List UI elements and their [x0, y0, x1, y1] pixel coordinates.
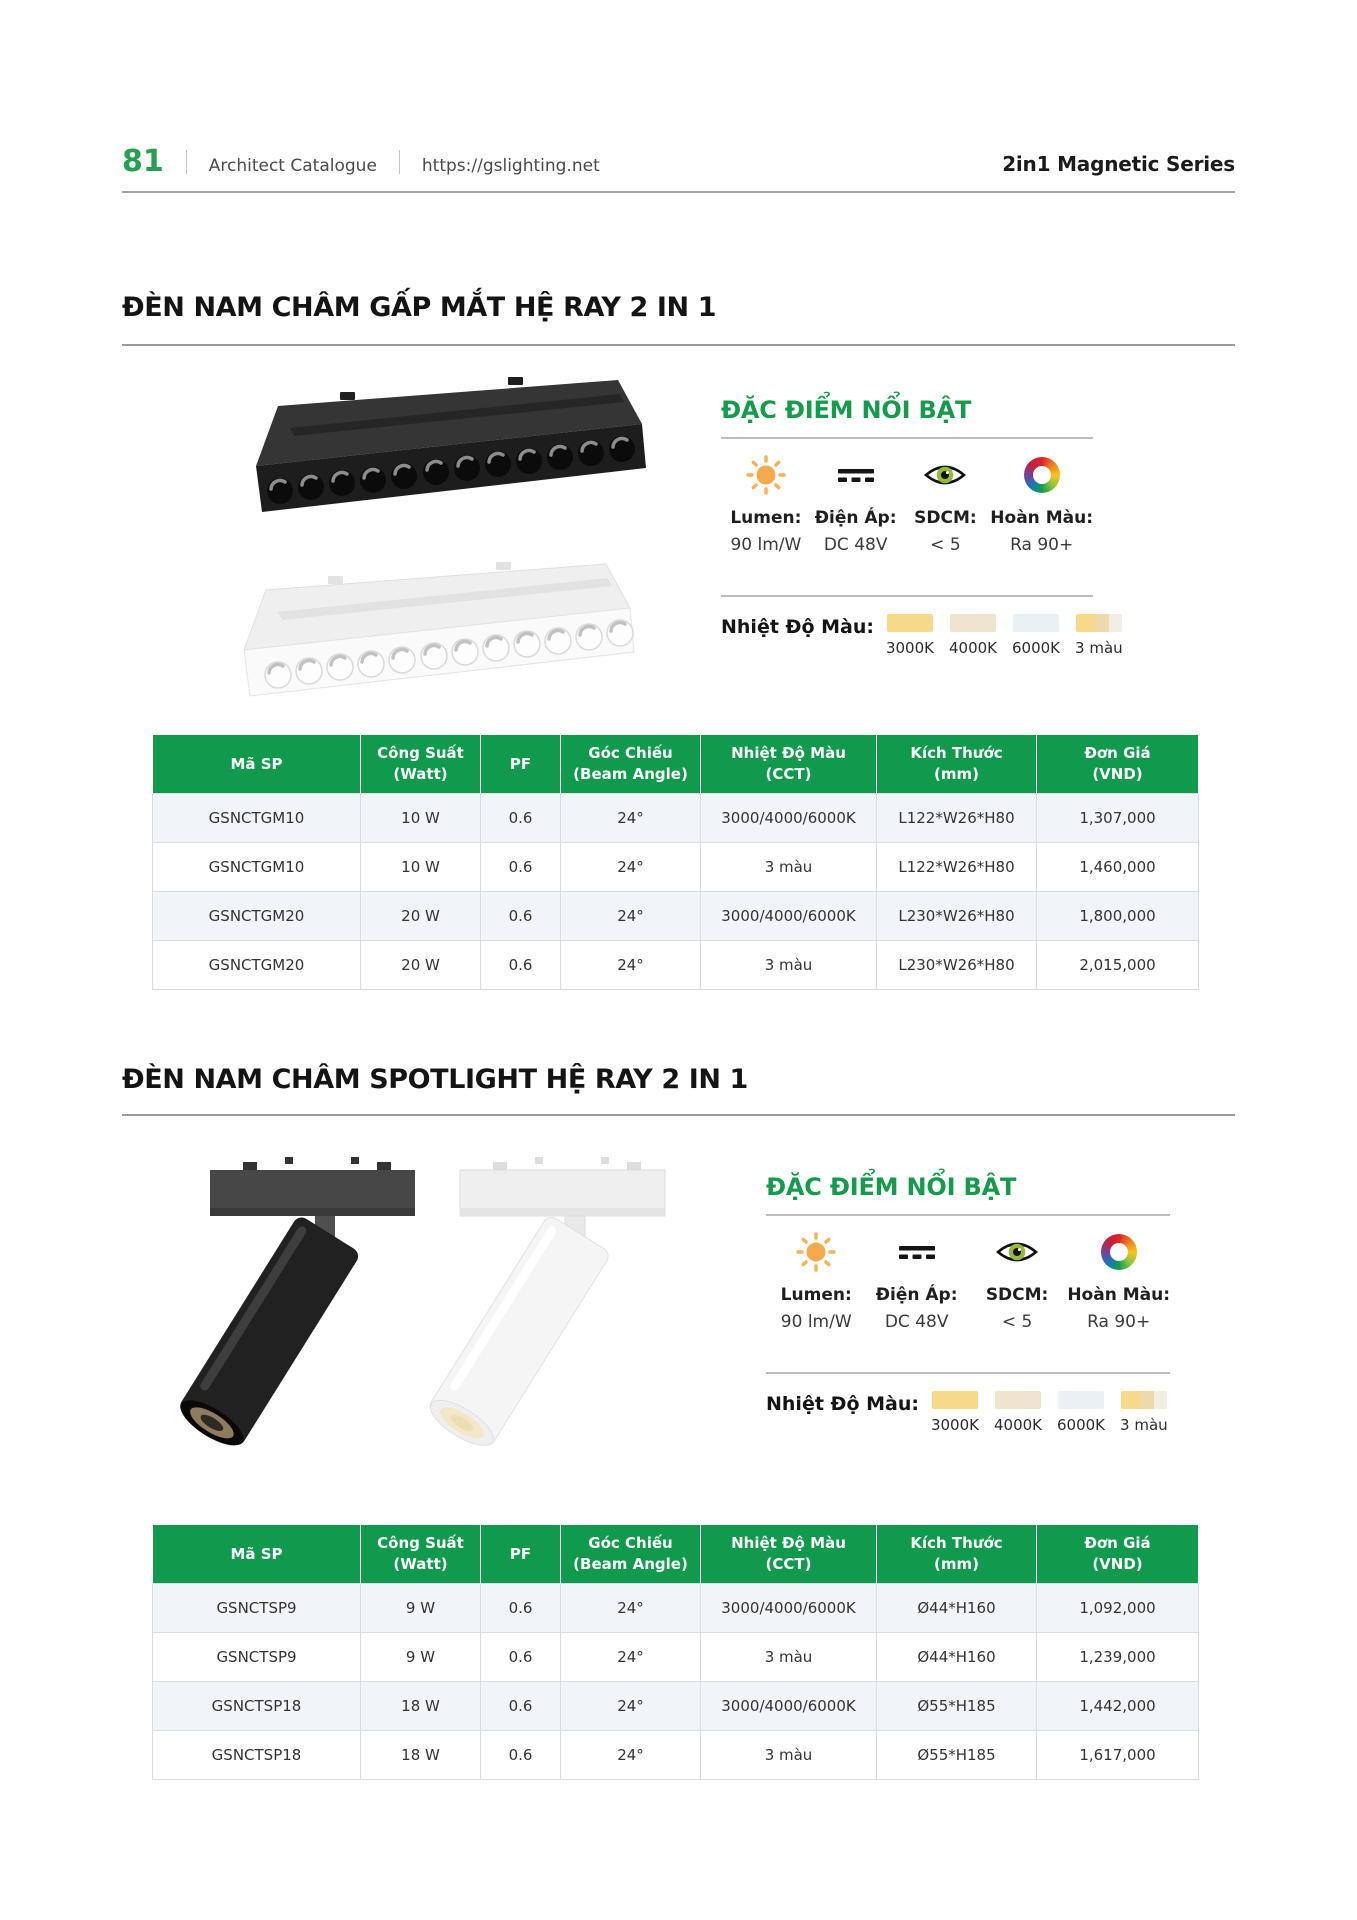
color-swatch-6000k [1013, 614, 1059, 632]
table-cell: GSNCTGM20 [153, 941, 361, 990]
table-cell: L230*W26*H80 [877, 941, 1037, 990]
table-cell: 1,800,000 [1037, 892, 1199, 941]
cct-option-3mau: 3 màu [1075, 614, 1123, 657]
product-image-linear-lights [150, 350, 670, 700]
features-panel-2 [766, 1173, 1170, 1434]
table-cell: 1,617,000 [1037, 1731, 1199, 1780]
table-cell: 3000/4000/6000K [701, 1682, 877, 1731]
table-cell: 24° [561, 1584, 701, 1633]
linear-light-white [244, 562, 634, 696]
cct-options [886, 614, 1123, 657]
table-cell: 1,460,000 [1037, 843, 1199, 892]
cct-options [931, 1391, 1168, 1434]
features-title: ĐẶC ĐIỂM NỔI BẬT [721, 396, 972, 424]
features-rule [721, 595, 1093, 597]
table-cell: 3000/4000/6000K [701, 892, 877, 941]
product-image-spotlights [155, 1150, 715, 1480]
table-cell: 2,015,000 [1037, 941, 1199, 990]
table-cell: 1,239,000 [1037, 1633, 1199, 1682]
header-rule [122, 191, 1235, 193]
features-rule [721, 437, 1093, 439]
eye-icon [901, 454, 991, 496]
table-cell: L122*W26*H80 [877, 843, 1037, 892]
table-cell: 9 W [361, 1584, 481, 1633]
feature-sdcm: SDCM: < 5 [967, 1231, 1067, 1332]
col-pf: PF [481, 1525, 561, 1584]
section-1-title: ĐÈN NAM CHÂM GẤP MẮT HỆ RAY 2 IN 1 [122, 292, 717, 323]
color-swatch-3000k [932, 1391, 978, 1409]
table-cell: 9 W [361, 1633, 481, 1682]
table-cell: GSNCTGM10 [153, 843, 361, 892]
table-row [153, 941, 1199, 990]
color-swatch-3000k [887, 614, 933, 632]
col-kich-thuoc: Kích Thước (mm) [877, 735, 1037, 794]
col-cct: Nhiệt Độ Màu (CCT) [701, 1525, 877, 1584]
col-don-gia: Đơn Giá (VND) [1037, 1525, 1199, 1584]
feature-lumen: Lumen: 90 lm/W [766, 1231, 866, 1332]
cct-option-4000k: 4000K [949, 614, 997, 657]
table-cell: 24° [561, 794, 701, 843]
page-header [122, 144, 1235, 180]
table-cell: GSNCTSP9 [153, 1633, 361, 1682]
table-cell: 0.6 [481, 1731, 561, 1780]
col-pf: PF [481, 735, 561, 794]
table-cell: 3 màu [701, 1633, 877, 1682]
feature-sdcm: SDCM: < 5 [901, 454, 991, 555]
color-swatch-3mau [1076, 614, 1122, 632]
feature-voltage: Điện Áp: DC 48V [866, 1231, 966, 1332]
table-row [153, 892, 1199, 941]
table-cell: 1,092,000 [1037, 1584, 1199, 1633]
cct-label: Nhiệt Độ Màu: [721, 615, 874, 638]
table-cell: 24° [561, 941, 701, 990]
table-cell: 24° [561, 843, 701, 892]
features-rule [766, 1372, 1170, 1374]
table-cell: GSNCTGM10 [153, 794, 361, 843]
table-cell: GSNCTSP9 [153, 1584, 361, 1633]
table-cell: 3 màu [701, 843, 877, 892]
table-cell: 18 W [361, 1682, 481, 1731]
table-cell: 0.6 [481, 1584, 561, 1633]
page-number: 81 [122, 144, 164, 179]
header-divider [399, 150, 400, 174]
table-cell: Ø55*H185 [877, 1682, 1037, 1731]
table-cell: 0.6 [481, 892, 561, 941]
col-cong-suat: Công Suất (Watt) [361, 1525, 481, 1584]
cct-row [766, 1391, 1170, 1434]
dc-voltage-icon [866, 1231, 966, 1273]
table-cell: 18 W [361, 1731, 481, 1780]
dc-voltage-icon [811, 454, 901, 496]
col-ma-sp: Mã SP [153, 1525, 361, 1584]
table-row [153, 794, 1199, 843]
feature-voltage: Điện Áp: DC 48V [811, 454, 901, 555]
table-cell: L122*W26*H80 [877, 794, 1037, 843]
features-title: ĐẶC ĐIỂM NỔI BẬT [766, 1173, 1017, 1201]
table-cell: GSNCTSP18 [153, 1731, 361, 1780]
section-2-rule [122, 1114, 1235, 1116]
cct-option-3000k: 3000K [931, 1391, 979, 1434]
table-row [153, 1731, 1199, 1780]
table-row [153, 1584, 1199, 1633]
cct-label: Nhiệt Độ Màu: [766, 1392, 919, 1415]
sun-icon [721, 454, 811, 496]
color-swatch-4000k [995, 1391, 1041, 1409]
cct-row [721, 614, 1123, 657]
col-kich-thuoc: Kích Thước (mm) [877, 1525, 1037, 1584]
table-cell: 0.6 [481, 1633, 561, 1682]
table-cell: 10 W [361, 794, 481, 843]
table-cell: 24° [561, 1682, 701, 1731]
table-cell: 0.6 [481, 843, 561, 892]
col-goc-chieu: Góc Chiếu (Beam Angle) [561, 1525, 701, 1584]
features-grid [721, 454, 1093, 555]
color-swatch-3mau [1121, 1391, 1167, 1409]
col-ma-sp: Mã SP [153, 735, 361, 794]
table-cell: 0.6 [481, 1682, 561, 1731]
table-cell: 0.6 [481, 794, 561, 843]
spec-table-2 [152, 1525, 1199, 1780]
sun-icon [766, 1231, 866, 1273]
features-panel-1 [721, 396, 1123, 657]
cct-option-4000k: 4000K [994, 1391, 1042, 1434]
table-cell: 0.6 [481, 941, 561, 990]
table-cell: 24° [561, 892, 701, 941]
table-row [153, 843, 1199, 892]
feature-cri: Hoàn Màu: Ra 90+ [990, 454, 1093, 555]
feature-cri: Hoàn Màu: Ra 90+ [1067, 1231, 1170, 1332]
header-divider [186, 150, 187, 174]
col-cong-suat: Công Suất (Watt) [361, 735, 481, 794]
table-cell: 1,442,000 [1037, 1682, 1199, 1731]
table-cell: 1,307,000 [1037, 794, 1199, 843]
color-wheel-icon [1067, 1231, 1170, 1273]
catalogue-name: Architect Catalogue [208, 156, 377, 176]
cct-option-3000k: 3000K [886, 614, 934, 657]
table-cell: Ø44*H160 [877, 1633, 1037, 1682]
table-cell: GSNCTGM20 [153, 892, 361, 941]
table-cell: 3 màu [701, 1731, 877, 1780]
table-cell: 10 W [361, 843, 481, 892]
website-url: https://gslighting.net [421, 156, 600, 176]
col-cct: Nhiệt Độ Màu (CCT) [701, 735, 877, 794]
color-wheel-icon [990, 454, 1093, 496]
section-1-rule [122, 344, 1235, 346]
cct-option-6000k: 6000K [1012, 614, 1060, 657]
features-grid [766, 1231, 1170, 1332]
table-cell: Ø55*H185 [877, 1731, 1037, 1780]
spotlight-white [423, 1157, 665, 1454]
col-don-gia: Đơn Giá (VND) [1037, 735, 1199, 794]
linear-light-black [256, 377, 646, 512]
table-header-row [153, 1525, 1199, 1584]
table-cell: 20 W [361, 892, 481, 941]
table-cell: 24° [561, 1731, 701, 1780]
table-cell: 3 màu [701, 941, 877, 990]
cct-option-3mau: 3 màu [1120, 1391, 1168, 1434]
table-row [153, 1682, 1199, 1731]
table-cell: 3000/4000/6000K [701, 794, 877, 843]
table-header-row [153, 735, 1199, 794]
feature-lumen: Lumen: 90 lm/W [721, 454, 811, 555]
spec-table-1 [152, 735, 1199, 990]
table-cell: 24° [561, 1633, 701, 1682]
eye-icon [967, 1231, 1067, 1273]
color-swatch-6000k [1058, 1391, 1104, 1409]
table-cell: 3000/4000/6000K [701, 1584, 877, 1633]
spotlight-black [173, 1157, 415, 1454]
section-2-title: ĐÈN NAM CHÂM SPOTLIGHT HỆ RAY 2 IN 1 [122, 1064, 748, 1095]
table-cell: 20 W [361, 941, 481, 990]
series-name: 2in1 Magnetic Series [1002, 152, 1235, 176]
table-cell: L230*W26*H80 [877, 892, 1037, 941]
table-row [153, 1633, 1199, 1682]
features-rule [766, 1214, 1170, 1216]
cct-option-6000k: 6000K [1057, 1391, 1105, 1434]
color-swatch-4000k [950, 614, 996, 632]
table-cell: Ø44*H160 [877, 1584, 1037, 1633]
table-cell: GSNCTSP18 [153, 1682, 361, 1731]
col-goc-chieu: Góc Chiếu (Beam Angle) [561, 735, 701, 794]
